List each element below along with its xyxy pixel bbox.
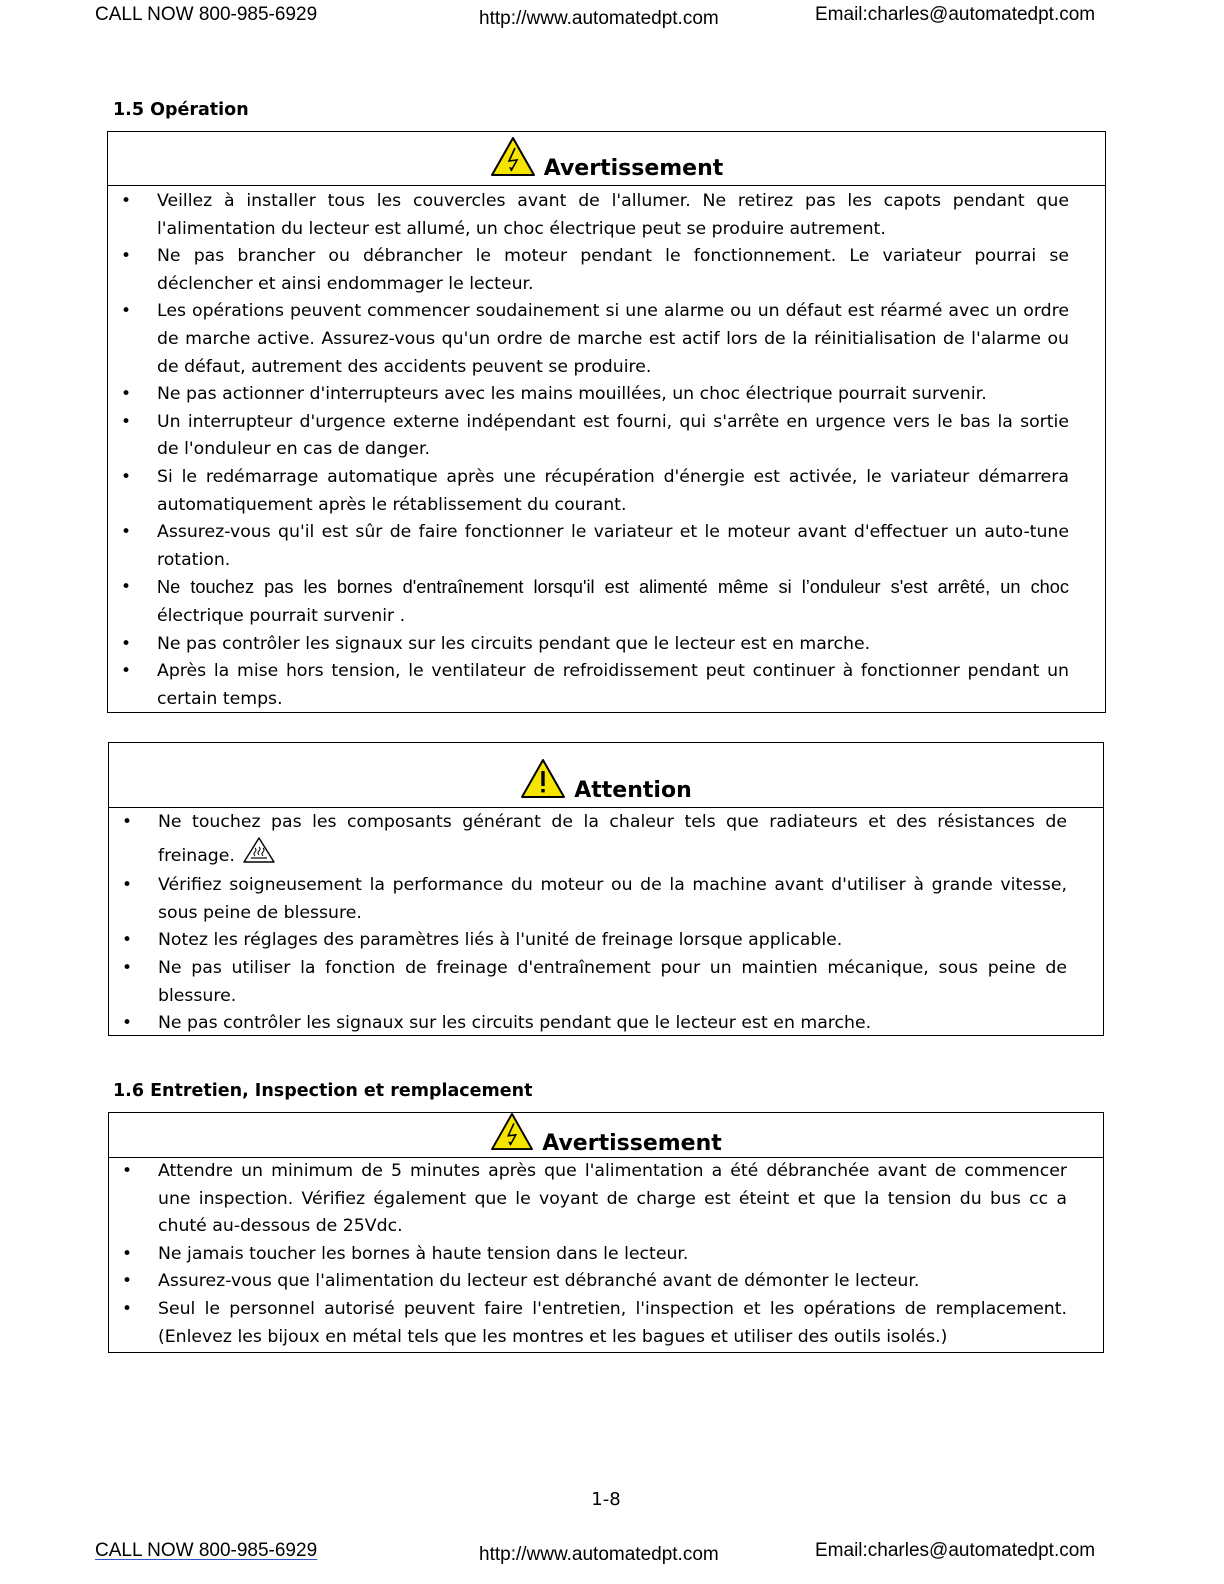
header-url[interactable]: http://www.automatedpt.com xyxy=(479,8,719,29)
list-item: • Ne pas contrôler les signaux sur les circuits pendant que le lecteur est en marche. xyxy=(109,1010,1103,1038)
header-phone: CALL NOW 800-985-6929 xyxy=(95,4,318,25)
warning-title: Avertissement xyxy=(543,156,724,181)
list-item: • Veillez à installer tous les couvercles avant de l'allumer. Ne retirez pas les capots pendant que l'alimentation du lecteur est allumé, un choc électrique peut se produire autrement. xyxy=(108,188,1105,243)
attention-box-operation xyxy=(108,742,1104,1036)
list-item-text: Ne touchez pas les bornes d'entraînement lorsqu'il est alimenté même si l’onduleur s'est arrêté, un choc xyxy=(157,577,1069,598)
list-item-text: Ne touchez pas les composants générant de la chaleur tels que radiateurs et des résistances de freinage. xyxy=(158,812,1067,866)
list-item xyxy=(109,809,1103,872)
page-footer xyxy=(0,1540,1224,1570)
page-number: 1-8 xyxy=(591,1489,621,1510)
list-item: • Ne pas contrôler les signaux sur les circuits pendant que le lecteur est en marche. xyxy=(108,631,1105,659)
warning-list xyxy=(109,1158,1103,1351)
warning-list xyxy=(108,186,1105,713)
warning-header xyxy=(108,132,1105,186)
list-item: • Vérifiez soigneusement la performance du moteur ou de la machine avant d'utiliser à grande vitesse, sous peine de blessure. xyxy=(109,872,1103,927)
list-item: • Les opérations peuvent commencer soudainement si une alarme ou un défaut est réarmé avec un ordre de marche active. Assurez-vous qu'un ordre de marche est actif lors de la réinitialisation de l'alarme ou de défaut, autrement des accidents peuvent se produire. xyxy=(108,298,1105,381)
list-item: • Un interrupteur d'urgence externe indépendant est fourni, qui s'arrête en urgence vers le bas la sortie de l'onduleur en cas de danger. xyxy=(108,409,1105,464)
list-item: • Ne pas brancher ou débrancher le moteur pendant le fonctionnement. Le variateur pourrai se déclencher et ainsi endommager le lecteur. xyxy=(108,243,1105,298)
list-item: • Assurez-vous que l'alimentation du lecteur est débranché avant de démonter le lecteur. xyxy=(109,1268,1103,1296)
caution-exclamation-icon xyxy=(520,758,566,807)
attention-list xyxy=(109,808,1103,1038)
warning-box-maintenance xyxy=(108,1112,1104,1353)
list-item: • Ne pas actionner d'interrupteurs avec les mains mouillées, un choc électrique pourrait survenir. xyxy=(108,381,1105,409)
list-item: • Seul le personnel autorisé peuvent faire l'entretien, l'inspection et les opérations de remplacement. (Enlevez les bijoux en métal tels que les montres et les bagues et utiliser des outils isolés.) xyxy=(109,1296,1103,1351)
list-item: • Ne pas utiliser la fonction de freinage d'entraînement pour un maintien mécanique, sous peine de blessure. xyxy=(109,955,1103,1010)
attention-header xyxy=(109,743,1103,808)
footer-email[interactable]: Email:charles@automatedpt.com xyxy=(815,1540,1096,1561)
electric-shock-warning-icon xyxy=(490,136,536,185)
list-item: • Notez les réglages des paramètres liés à l'unité de freinage lorsque applicable. xyxy=(109,927,1103,955)
hot-surface-icon xyxy=(243,837,275,873)
list-item-text: électrique pourrait survenir . xyxy=(157,605,406,626)
list-item: • Attendre un minimum de 5 minutes après que l'alimentation a été débranchée avant de commencer une inspection. Vérifiez également que le voyant de charge est éteint et que la tension du bus cc a chuté au-dessous de 25Vdc. xyxy=(109,1158,1103,1241)
header-email[interactable]: Email:charles@automatedpt.com xyxy=(815,4,1096,25)
warning-title: Avertissement xyxy=(542,1131,722,1156)
attention-title: Attention xyxy=(574,778,692,803)
list-item: • Ne jamais toucher les bornes à haute tension dans le lecteur. xyxy=(109,1241,1103,1269)
footer-url[interactable]: http://www.automatedpt.com xyxy=(479,1544,719,1565)
list-item: • Si le redémarrage automatique après une récupération d'énergie est activée, le variateur démarrera automatiquement après le rétablissement du courant. xyxy=(108,464,1105,519)
warning-header xyxy=(109,1113,1103,1158)
electric-shock-warning-icon xyxy=(490,1112,534,1157)
list-item xyxy=(108,574,1105,630)
section-title-maintenance: 1.6 Entretien, Inspection et remplacement xyxy=(113,1081,533,1101)
footer-phone[interactable]: CALL NOW 800-985-6929 xyxy=(95,1540,318,1561)
section-title-operation: 1.5 Opération xyxy=(113,100,249,120)
list-item: • Après la mise hors tension, le ventilateur de refroidissement peut continuer à fonctionner pendant un certain temps. xyxy=(108,658,1105,713)
warning-box-operation xyxy=(107,131,1106,713)
page-header xyxy=(0,4,1224,34)
list-item: • Assurez-vous qu'il est sûr de faire fonctionner le variateur et le moteur avant d'effectuer un auto-tune rotation. xyxy=(108,519,1105,574)
